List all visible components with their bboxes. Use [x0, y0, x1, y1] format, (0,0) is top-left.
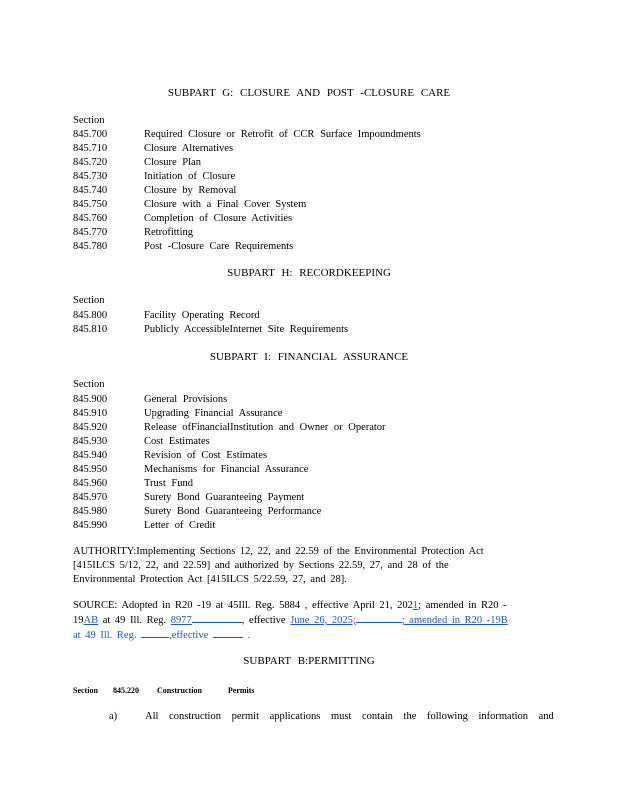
section-number: 845.920: [73, 422, 108, 433]
toc-row: [73, 156, 201, 170]
source-insert-reg: 8977: [170, 615, 192, 626]
section-title: General Provisions: [144, 394, 228, 405]
authority-paragraph: [73, 545, 543, 587]
section-title: Upgrading Financial Assurance: [144, 408, 283, 419]
section-title: Publicly AccessibleInternet Site Requirements: [144, 324, 349, 335]
section-number: 845.800: [73, 310, 108, 321]
toc-row: [73, 170, 235, 184]
subpart-i-heading: SUBPART I: FINANCIAL ASSURANCE: [209, 351, 409, 363]
section-number: 845.960: [73, 478, 108, 489]
item-a-marker: a): [109, 711, 118, 722]
toc-row: [73, 449, 267, 463]
section-number: 845.900: [73, 394, 108, 405]
section-title: Revision of Cost Estimates: [144, 450, 268, 461]
subpart-b-heading: SUBPART B:PERMITTING: [243, 655, 375, 667]
section-title: Facility Operating Record: [144, 310, 260, 321]
toc-row: [73, 505, 321, 519]
source-insert-effective: ,effective: [169, 630, 209, 641]
section-number: 845.940: [73, 450, 108, 461]
section-number: 845.740: [73, 185, 108, 196]
section-number: 845.700: [73, 129, 108, 140]
authority-line-3: Environmental Protection Act [415ILCS 5/22.59, 27, and 28].: [73, 574, 347, 585]
source-text: , effective: [241, 615, 291, 626]
section-number: 845.750: [73, 199, 108, 210]
section-title: Retrofitting: [144, 227, 193, 238]
toc-row: [73, 240, 293, 254]
subpart-g-section-label: Section: [73, 115, 105, 126]
item-a: [109, 711, 554, 722]
authority-line-1: AUTHORITY:Implementing Sections 12, 22, and 22.59 of the Environmental Protection Act: [73, 546, 484, 557]
section-title: Trust Fund: [144, 478, 194, 489]
subpart-h-heading: SUBPART H: RECORDKEEPING: [227, 267, 391, 279]
section-number: 845.950: [73, 464, 108, 475]
toc-row: [73, 477, 193, 491]
source-blank: [356, 613, 402, 623]
source-blank: [141, 628, 169, 638]
source-insert-amended: ; amended in R20 -19B: [401, 615, 508, 626]
section-number: 845.730: [73, 171, 108, 182]
source-paragraph: [73, 599, 543, 643]
section-title: Required Closure or Retrofit of CCR Surface Impoundments: [144, 129, 421, 140]
section-number: 845.780: [73, 241, 108, 252]
source-line-1: [73, 599, 543, 613]
toc-row: [73, 435, 210, 449]
section-number: 845.220: [113, 686, 139, 695]
section-number: 845.770: [73, 227, 108, 238]
toc-row: [73, 491, 304, 505]
source-insert-ab: AB: [83, 615, 99, 626]
toc-row: [73, 421, 386, 435]
section-title: Completion of Closure Activities: [144, 213, 293, 224]
source-line-2: [73, 613, 543, 628]
section-number: 845.810: [73, 324, 108, 335]
section-number: 845.720: [73, 157, 108, 168]
source-line-3: [73, 628, 543, 643]
section-number: 845.760: [73, 213, 108, 224]
source-insert-reg-2: at 49 Ill. Reg.: [73, 630, 137, 641]
toc-row: [73, 393, 227, 407]
item-a-text: All construction permit applications must contain the following information and: [145, 711, 554, 722]
section-number: 845.710: [73, 143, 108, 154]
section-title: Closure with a Final Cover System: [144, 199, 307, 210]
toc-row: [73, 212, 292, 226]
source-text: at 49 Ill. Reg.: [98, 615, 171, 626]
subpart-i-section-label: Section: [73, 379, 105, 390]
section-title: Surety Bond Guaranteeing Payment: [144, 492, 305, 503]
toc-row: [73, 226, 193, 240]
section-title: Closure Plan: [144, 157, 201, 168]
section-title: Surety Bond Guaranteeing Performance: [144, 506, 322, 517]
section-number: 845.980: [73, 506, 108, 517]
authority-line-2: [415ILCS 5/12, 22, and 22.59] and authorized by Sections 22.59, 27, and 28 of the: [73, 560, 449, 571]
section-number: 845.990: [73, 520, 108, 531]
section-title: Mechanisms for Financial Assurance: [144, 464, 309, 475]
section-number: 845.910: [73, 408, 108, 419]
subpart-g-heading: SUBPART G: CLOSURE AND POST -CLOSURE CARE: [167, 87, 451, 99]
toc-row: [73, 519, 215, 533]
section-title: Initiation of Closure: [144, 171, 236, 182]
toc-row: [73, 128, 421, 142]
source-period: .: [247, 630, 251, 641]
section-title: Release ofFinancialInstitution and Owner or Operator: [144, 422, 386, 433]
source-blank: [192, 613, 242, 623]
section-number: 845.930: [73, 436, 108, 447]
toc-row: [73, 198, 306, 212]
section-title: Closure by Removal: [144, 185, 237, 196]
section-title: Construction Permits: [157, 686, 255, 695]
toc-row: [73, 142, 233, 156]
source-insert-1: 1: [412, 600, 419, 611]
section-title: Post -Closure Care Requirements: [144, 241, 294, 252]
section-number: 845.970: [73, 492, 108, 503]
section-845-220-heading: [73, 686, 255, 695]
source-text: 19: [73, 615, 84, 626]
source-text: ; amended in R20 -: [418, 600, 507, 611]
toc-row: [73, 407, 282, 421]
source-text: SOURCE: Adopted in R20 -19 at 45Ill. Reg. 5884 , effective April 21, 202: [73, 600, 413, 611]
source-insert-date: June 26, 2025;: [290, 615, 356, 626]
toc-row: [73, 323, 348, 337]
section-title: Cost Estimates: [144, 436, 210, 447]
section-word: Section: [73, 686, 98, 695]
toc-row: [73, 463, 308, 477]
section-title: Closure Alternatives: [144, 143, 234, 154]
subpart-h-section-label: Section: [73, 295, 105, 306]
section-title: Letter of Credit: [144, 520, 216, 531]
toc-row: [73, 184, 236, 198]
source-blank: [213, 628, 243, 638]
toc-row: [73, 309, 260, 323]
